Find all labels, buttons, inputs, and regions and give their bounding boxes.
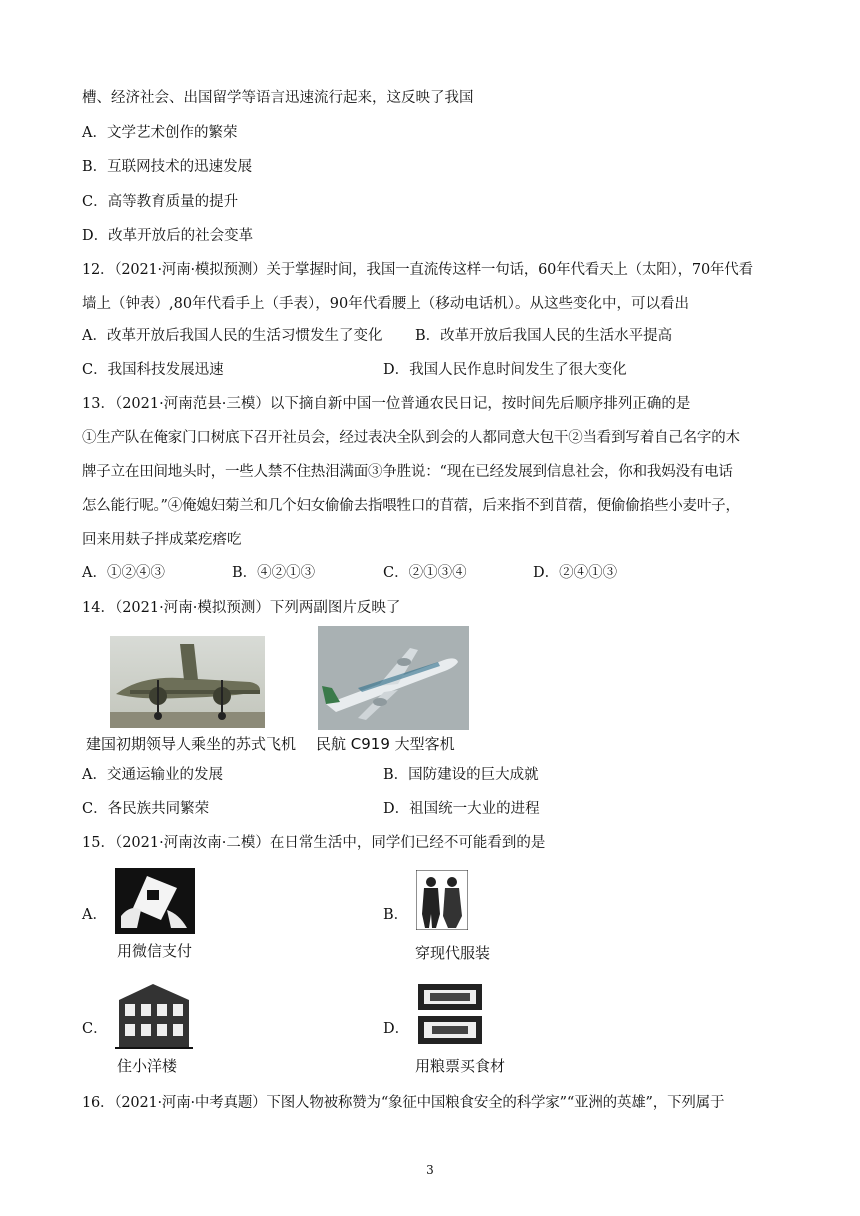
q15-caption-d: 用粮票买食材 [415,1057,506,1075]
q12-option-d: D．我国人民作息时间发生了很大变化 [383,362,627,378]
q13-option-c: C．②①③④ [383,565,467,581]
soviet-plane-photo [110,636,265,728]
q15-option-d-letter: D． [383,1021,410,1037]
q16-stem-line1: 16．（2021·河南·中考真题）下图人物被称赞为“象征中国粮食安全的科学家”“亚洲的英雄”，下列属于 [82,1095,725,1111]
q14-option-c: C．各民族共同繁荣 [82,801,210,817]
grain-ticket-picture [416,982,484,1046]
small-western-building-picture [115,980,193,1050]
q13-option-b: B．④②①③ [232,565,316,581]
c919-caption: 民航 C919 大型客机 [316,735,455,753]
page-number: 3 [426,1163,434,1177]
modern-clothing-picture [416,870,468,930]
q15-caption-c: 住小洋楼 [117,1057,178,1075]
q11-option-d: D．改革开放后的社会变革 [82,228,254,244]
q14-stem: 14．（2021·河南·模拟预测）下列两副图片反映了 [82,600,401,616]
q11-option-c: C．高等教育质量的提升 [82,194,239,210]
q13-stem-line3: 牌子立在田间地头时，一些人禁不住热泪满面③争胜说：“现在已经发展到信息社会，你和我妈没有电话 [82,464,733,480]
q12-stem-line2: 墙上（钟表）,80年代看手上（手表），90年代看腰上（移动电话机）。从这些变化中，可以看出 [82,296,690,312]
q13-option-d: D．②④①③ [533,565,618,581]
q15-stem: 15．（2021·河南汝南·二模）在日常生活中，同学们已经不可能看到的是 [82,835,546,851]
q13-stem-line1: 13．（2021·河南范县·三模）以下摘自新中国一位普通农民日记，按时间先后顺序排列正确的是 [82,396,691,412]
q13-option-a: A．①②④③ [82,565,165,581]
c919-plane-photo [318,626,469,730]
q14-option-a: A．交通运输业的发展 [82,767,223,783]
q12-stem-line1: 12．（2021·河南·模拟预测）关于掌握时间，我国一直流传这样一句话，60年代看天上（太阳），70年代看 [82,262,753,278]
q15-option-b-letter: B． [383,907,409,923]
q13-stem-line5: 回来用麸子拌成菜疙瘩吃 [82,532,242,548]
wechat-pay-picture [115,868,195,934]
q13-stem-line2: ①生产队在俺家门口树底下召开社员会，经过表决全队到会的人都同意大包干②当看到写着自己名字的木 [82,430,740,446]
q14-option-d: D．祖国统一大业的进程 [383,801,540,817]
soviet-plane-caption: 建国初期领导人乘坐的苏式飞机 [86,735,297,753]
q15-option-a-letter: A． [82,907,107,923]
q12-option-b: B．改革开放后我国人民的生活水平提高 [415,328,673,344]
q11-option-b: B．互联网技术的迅速发展 [82,159,253,175]
q13-stem-line4: 怎么能行呢。”④俺媳妇菊兰和几个妇女偷偷去指喂牲口的苜蓿，后来指不到苜蓿，便偷偷掐些小麦叶子， [82,498,740,514]
q11-stem-tail: 槽、经济社会、出国留学等语言迅速流行起来，这反映了我国 [82,90,474,106]
q14-option-b: B．国防建设的巨大成就 [383,767,539,783]
q11-option-a: A．文学艺术创作的繁荣 [82,125,238,141]
q15-option-c-letter: C． [82,1021,108,1037]
q12-option-a: A．改革开放后我国人民的生活习惯发生了变化 [82,328,383,344]
q15-caption-a: 用微信支付 [117,942,193,960]
q12-option-c: C．我国科技发展迅速 [82,362,224,378]
q15-caption-b: 穿现代服装 [415,944,491,962]
